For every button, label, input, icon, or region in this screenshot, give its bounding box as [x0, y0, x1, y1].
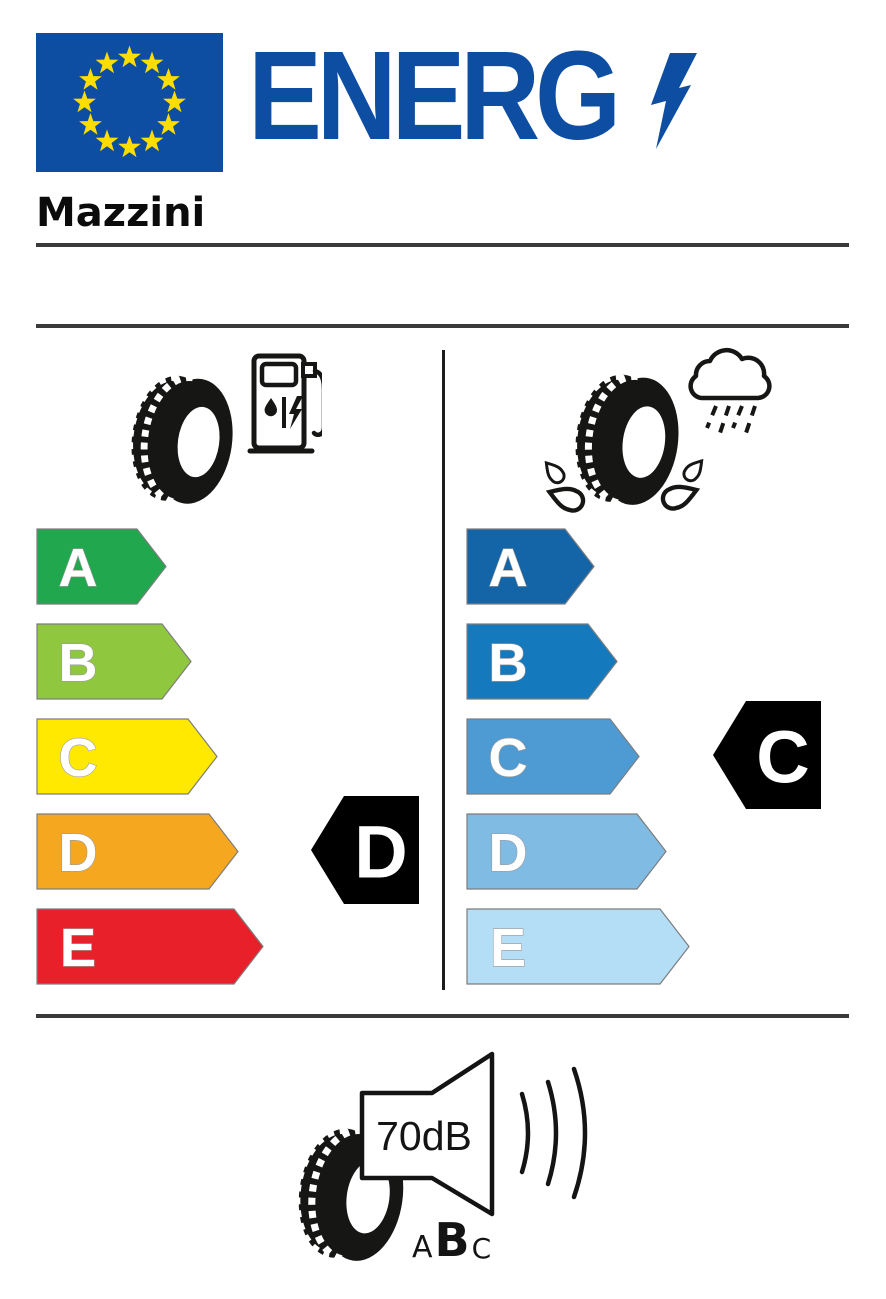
noise-value: 70dB [376, 1113, 472, 1159]
fuel-pump-icon [246, 350, 322, 454]
fuel-grade-arrow-a [36, 528, 168, 605]
wet-grade-arrow-d [466, 813, 668, 890]
speaker-icon [356, 1046, 496, 1218]
wet-rating-letter: C [756, 715, 810, 799]
separator-line-main [36, 324, 849, 328]
fuel-grade-arrow-c [36, 718, 219, 795]
grade-letter: E [489, 918, 527, 978]
energy-logo-text: ENERG [248, 25, 616, 166]
fuel-tire-icon [130, 372, 238, 508]
separator-line-top [36, 243, 849, 247]
grade-letter: A [488, 538, 528, 598]
fuel-grade-arrow-e [36, 908, 265, 985]
noise-class-a: A [412, 1230, 433, 1265]
sound-waves-icon [508, 1060, 592, 1206]
separator-line-bottom [36, 1014, 849, 1018]
wet-grade-arrow-c [466, 718, 641, 795]
fuel-rating-letter: D [354, 810, 408, 894]
grade-letter: D [58, 823, 98, 883]
wet-grade-arrow-a [466, 528, 596, 605]
grade-letter: D [488, 823, 528, 883]
fuel-grade-arrow-b [36, 623, 193, 700]
fuel-rating-indicator [310, 795, 420, 905]
grade-letter: B [58, 633, 98, 693]
brand-name: Mazzini [36, 190, 206, 236]
grade-letter: C [488, 728, 528, 788]
lightning-bolt-icon [650, 53, 698, 149]
noise-class-scale [412, 1213, 492, 1267]
rain-drops [707, 406, 755, 436]
grade-letter: C [58, 728, 98, 788]
grade-letter: E [59, 918, 97, 978]
grade-letter: A [58, 538, 98, 598]
noise-class-b-selected: B [434, 1213, 470, 1267]
eu-flag-icon [36, 33, 223, 172]
wet-grade-arrow-e [466, 908, 691, 985]
grade-letter: B [488, 633, 528, 693]
noise-class-c: C [471, 1232, 492, 1265]
fuel-grade-arrow-d [36, 813, 240, 890]
rain-cloud-icon [678, 346, 782, 442]
section-divider [442, 350, 445, 990]
wet-rating-indicator [712, 700, 822, 810]
wet-grade-arrow-b [466, 623, 619, 700]
